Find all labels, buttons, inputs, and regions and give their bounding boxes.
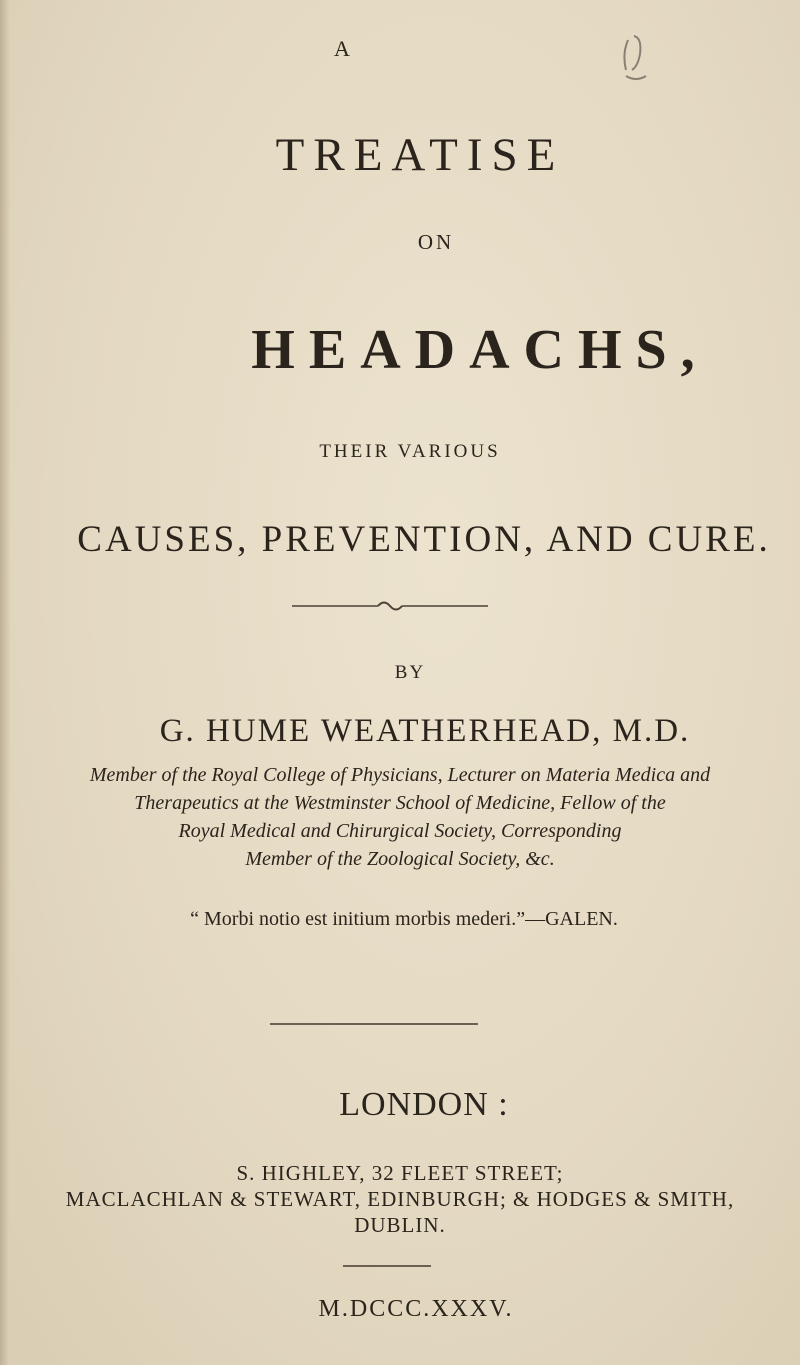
on-word: ON bbox=[417, 230, 455, 254]
credentials-line: Royal Medical and Chirurgical Society, Corresponding bbox=[178, 820, 622, 842]
publication-date: M.DCCC.XXXV. bbox=[318, 1296, 514, 1322]
epigraph: “ Morbi notio est initium morbis mederi.”—GALEN. bbox=[190, 908, 618, 930]
book-title: TREATISE bbox=[275, 129, 565, 181]
ornament-divider bbox=[290, 596, 490, 616]
author-credentials bbox=[0, 761, 800, 873]
horizontal-rule bbox=[270, 1023, 478, 1025]
by-word: BY bbox=[394, 662, 426, 683]
place-of-publication: LONDON : bbox=[339, 1086, 509, 1123]
publisher-line: MACLACHLAN & STEWART, EDINBURGH; & HODGES & SMITH, bbox=[65, 1187, 735, 1211]
credentials-line: Member of the Royal College of Physicians, Lecturer on Materia Medica and bbox=[89, 764, 711, 786]
publisher-line: S. HIGHLEY, 32 FLEET STREET; bbox=[236, 1161, 564, 1185]
pencil-mark bbox=[610, 26, 690, 96]
credentials-line: Member of the Zoological Society, &c. bbox=[245, 848, 555, 870]
their-various: THEIR VARIOUS bbox=[319, 441, 501, 462]
short-rule bbox=[343, 1265, 431, 1267]
subject-title: HEADACHS, bbox=[251, 319, 709, 381]
credentials-line: Therapeutics at the Westminster School of Medicine, Fellow of the bbox=[134, 792, 666, 814]
author-name: G. HUME WEATHERHEAD, M.D. bbox=[159, 713, 691, 749]
causes-line: CAUSES, PREVENTION, AND CURE. bbox=[77, 519, 771, 560]
article-a: A bbox=[334, 36, 350, 61]
publisher-line: DUBLIN. bbox=[354, 1213, 446, 1237]
publisher-block bbox=[0, 1160, 800, 1238]
